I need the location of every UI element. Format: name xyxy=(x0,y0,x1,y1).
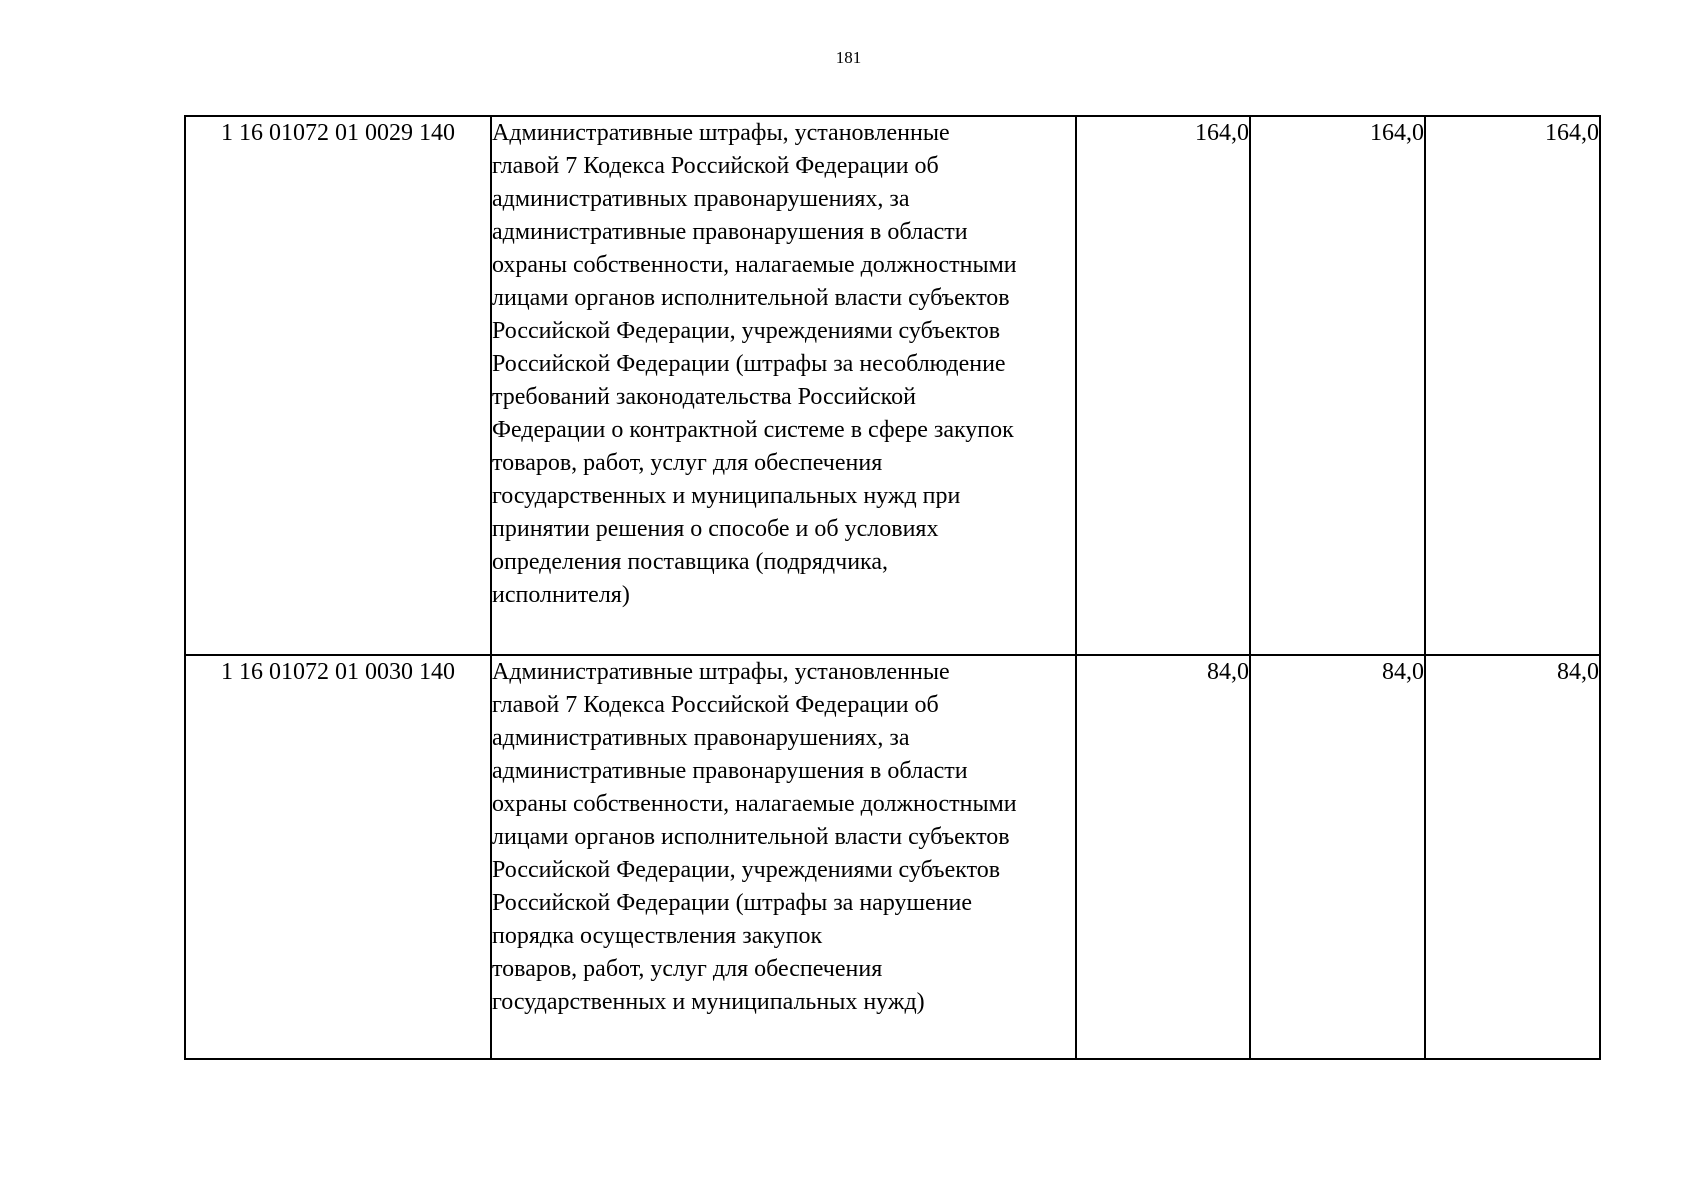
amount-cell-year-3: 84,0 xyxy=(1425,655,1600,1059)
table-row xyxy=(185,116,1600,655)
amount-cell-year-1: 164,0 xyxy=(1076,116,1250,655)
budget-code-cell: 1 16 01072 01 0030 140 xyxy=(185,655,491,1059)
description-cell: Административные штрафы, установленные главой 7 Кодекса Российской Федерации об административных правонарушениях, за административные правонарушения в области охраны собственности, налагаемые должностными лицами органов исполнительной власти субъектов Российской Федерации, учреждениями субъектов Российской Федерации (штрафы за нарушение порядка осуществления закупок товаров, работ, услуг для обеспечения государственных и муниципальных нужд) xyxy=(491,655,1076,1059)
budget-code-cell: 1 16 01072 01 0029 140 xyxy=(185,116,491,655)
amount-cell-year-3: 164,0 xyxy=(1425,116,1600,655)
amount-cell-year-1: 84,0 xyxy=(1076,655,1250,1059)
description-cell: Административные штрафы, установленные главой 7 Кодекса Российской Федерации об административных правонарушениях, за административные правонарушения в области охраны собственности, налагаемые должностными лицами органов исполнительной власти субъектов Российской Федерации, учреждениями субъектов Российской Федерации (штрафы за несоблюдение требований законодательства Российской Федерации о контрактной системе в сфере закупок товаров, работ, услуг для обеспечения государственных и муниципальных нужд при принятии решения о способе и об условиях определения поставщика (подрядчика, исполнителя) xyxy=(491,116,1076,655)
amount-cell-year-2: 164,0 xyxy=(1250,116,1425,655)
budget-table xyxy=(184,115,1601,1060)
amount-cell-year-2: 84,0 xyxy=(1250,655,1425,1059)
page-number: 181 xyxy=(835,48,862,67)
table-row xyxy=(185,655,1600,1059)
